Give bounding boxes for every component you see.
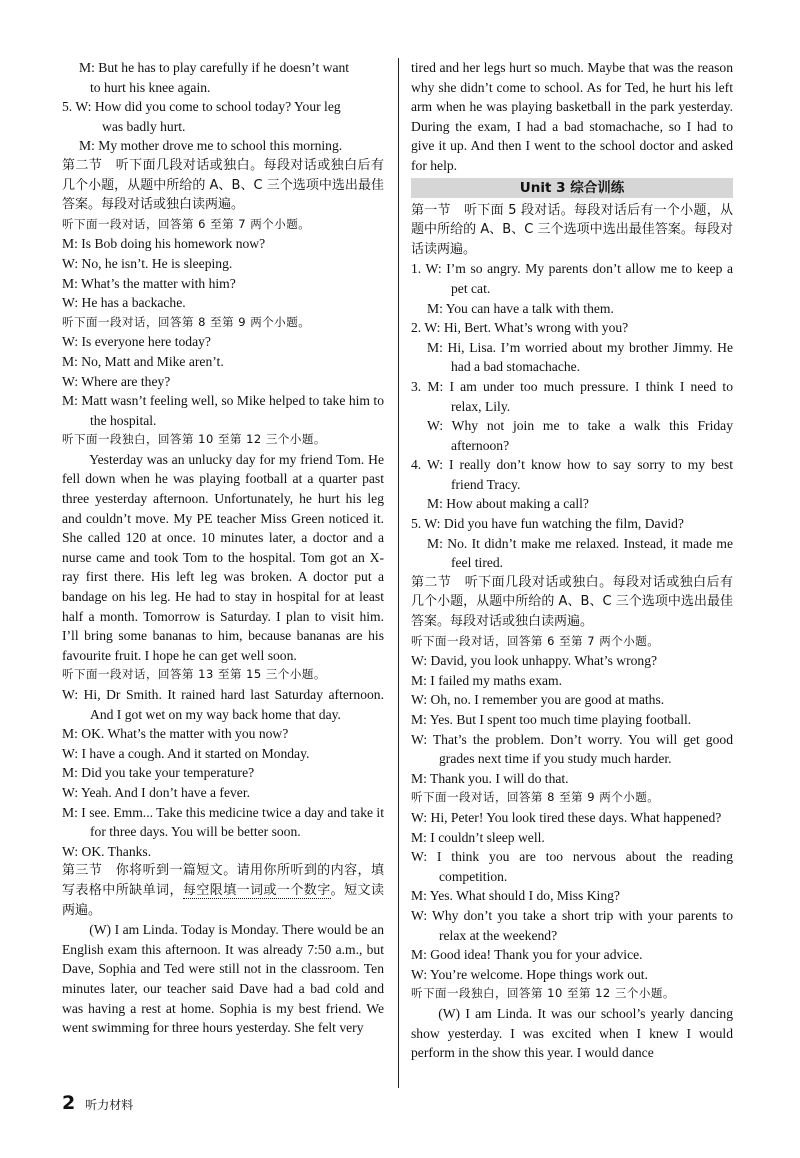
dialogue-line: M: Hi, Lisa. I’m worried about my brother Jimmy. He had a bad stomachache. [427,339,733,375]
dialogue-line: W: Where are they? [62,373,171,389]
dialogue-line: M: Thank you. I will do that. [411,770,569,786]
instruction: 听下面一段独白，回答第 10 至第 12 三个小题。 [411,986,675,1001]
column-divider [398,58,399,1088]
dialogue-line: W: Oh, no. I remember you are good at maths. [411,692,665,708]
dialogue-line: W: I have a cough. And it started on Monday. [62,745,310,761]
dialogue-line: W: Why don’t you take a short trip with your parents to relax at the weekend? [411,907,733,943]
dialogue-line: 4. W: I really don’t know how to say sorry to my best friend Tracy. [411,457,733,492]
dialogue-line: M: OK. What’s the matter with you now? [62,726,289,742]
instruction: 听下面一段对话，回答第 6 至第 7 两个小题。 [62,216,311,231]
right-column [411,58,733,1063]
dialogue-line: M: How about making a call? [427,496,589,512]
dialogue-line: W: Yeah. And I don’t have a fever. [62,784,251,800]
dialogue-line: 1. W: I’m so angry. My parents don’t allow me to keep a pet cat. [411,261,733,296]
page-footer [62,1092,133,1114]
section-heading: 第三节 你将听到一篇短文。请用你所听到的内容，填写表格中所缺单词，每空限填一词或一个数字。短文读两遍。 [62,863,384,918]
dialogue-line: M: But he has to play carefully if he doesn’t want to hurt his knee again. [79,60,350,95]
instruction: 听下面一段对话，回答第 8 至第 9 两个小题。 [411,790,660,805]
dialogue-line: W: Hi, Peter! You look tired these days. What happened? [411,809,722,825]
dialogue-line: M: I see. Emm... Take this medicine twice a day and take it for three days. You will be better soon. [62,804,384,840]
passage-text: (W) I am Linda. It was our school’s yearly dancing show yesterday. I was excited when I knew I would perform in the show this year. I would dance [411,1005,733,1061]
dialogue-line: W: No, he isn’t. He is sleeping. [62,255,233,271]
dialogue-line: 3. M: I am under too much pressure. I think I need to relax, Lily. [411,378,733,414]
dialogue-line: M: Is Bob doing his homework now? [62,236,266,252]
instruction: 听下面一段对话，回答第 8 至第 9 两个小题。 [62,314,311,329]
instruction: 听下面一段独白，回答第 10 至第 12 三个小题。 [62,432,326,447]
dialogue-line: W: I think you are too nervous about the reading competition. [411,849,733,884]
instruction: 听下面一段对话，回答第 13 至第 15 三个小题。 [62,667,326,682]
dialogue-line: M: Yes. What should I do, Miss King? [411,888,620,904]
dialogue-line: M: What’s the matter with him? [62,275,236,291]
unit-title: Unit 3 综合训练 [411,178,733,198]
dialogue-line: M: Did you take your temperature? [62,765,255,781]
left-column [62,58,384,1038]
dialogue-line: W: David, you look unhappy. What’s wrong? [411,653,658,669]
dialogue-line: 5. W: Did you have fun watching the film, David? [411,516,684,532]
dialogue-line: M: No, Matt and Mike aren’t. [62,353,224,369]
dialogue-line: 5. W: How did you come to school today? Your leg was badly hurt. [62,99,341,134]
dialogue-line: M: You can have a talk with them. [427,300,614,316]
dialogue-line: M: Yes. But I spent too much time playing football. [411,712,692,727]
dialogue-line: M: My mother drove me to school this morning. [79,138,343,154]
dialogue-line: W: Is everyone here today? [62,334,211,350]
dialogue-line: W: He has a backache. [62,295,186,311]
page-label: 听力材料 [85,1098,134,1112]
page-number: 2 [62,1092,76,1114]
dialogue-line: W: Why not join me to take a walk this Friday afternoon? [427,418,733,453]
instruction: 听下面一段对话，回答第 6 至第 7 两个小题。 [411,633,660,648]
passage-text: (W) I am Linda. Today is Monday. There would be an English exam this afternoon. It was already 7:50 a.m., but Dave, Sophia and Ted were still not in the classroom. Ten minutes later, our teacher said Dave had a bad cold and was having a rest at home. Sophia is my best friend. We went swimming for three hours yesterday. She felt very [62,922,384,1036]
section-heading: 第一节 听下面 5 段对话。每段对话后有一个小题，从题中所给的 A、B、C 三个选项中选出最佳答案。每段对话读两遍。 [411,202,733,257]
monologue-text: Yesterday was an unlucky day for my friend Tom. He fell down when he was playing football at a quarter past three yesterday afternoon. Unfortunately, he hurt his leg and couldn’t move. My PE teacher Miss Green noticed it. She called 120 at once. 10 minutes later, a doctor and a nurse came and took Tom to the hospital. Tom got an X-ray first there. His left leg was broken. A doctor put a bandage on his leg. He had to stay in hospital for at least half a month. Tomorrow is Saturday. I plan to visit him. I’ll bring some bananas to him, because bananas are his favourite fruit. I hope he can get well soon. [62,451,384,663]
section-heading: 第二节 听下面几段对话或独白。每段对话或独白后有几个小题，从题中所给的 A、B、C 三个选项中选出最佳答案。每段对话或独白读两遍。 [62,157,384,213]
section-heading: 第二节 听下面几段对话或独白。每段对话或独白后有几个小题，从题中所给的 A、B、C 三个选项中选出最佳答案。每段对话或独白读两遍。 [411,574,733,630]
dialogue-line: 2. W: Hi, Bert. What’s wrong with you? [411,320,629,336]
dialogue-line: W: You’re welcome. Hope things work out. [411,966,648,982]
dialogue-line: M: No. It didn’t make me relaxed. Instead, it made me feel tired. [427,535,733,571]
emphasized-instruction: 每空限填一词或一个数字 [182,882,331,898]
dialogue-line: M: Matt wasn’t feeling well, so Mike helped to take him to the hospital. [62,393,384,428]
dialogue-line: M: Good idea! Thank you for your advice. [411,947,643,963]
dialogue-line: W: Hi, Dr Smith. It rained hard last Saturday afternoon. And I got wet on my way back home that day. [62,687,384,722]
dialogue-line: W: OK. Thanks. [62,843,152,859]
dialogue-line: M: I couldn’t sleep well. [411,829,545,845]
passage-text: tired and her legs hurt so much. Maybe that was the reason why she didn’t come to school. As for Ted, he hurt his left arm when he was playing basketball in the park yesterday. During the exam, I had a bad stomachache, so I had to give it up. And then I went to the school doctor and asked for help. [411,60,733,173]
dialogue-line: M: I failed my maths exam. [411,672,563,688]
dialogue-line: W: That’s the problem. Don’t worry. You will get good grades next time if you study much harder. [411,731,733,767]
